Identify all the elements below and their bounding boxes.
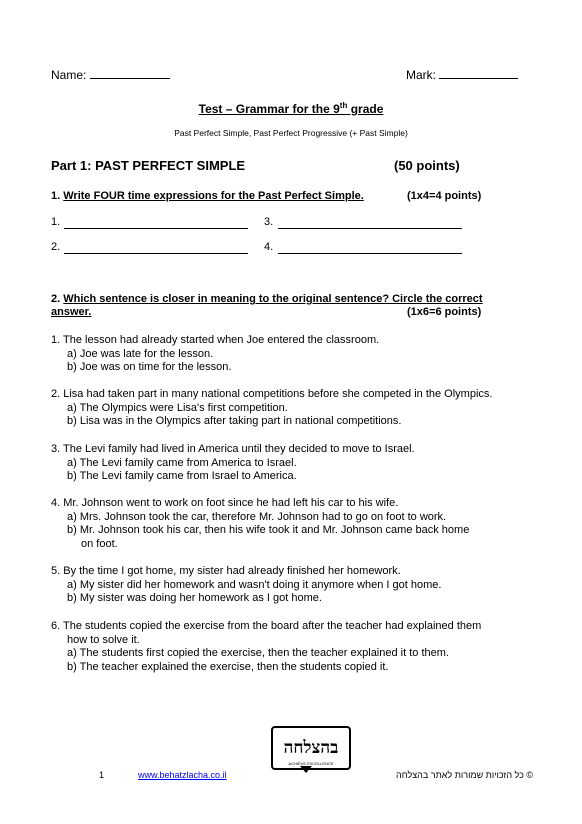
q2-option-a[interactable]: a) The Olympics were Lisa's first competition. [67, 401, 288, 414]
q2-item-4 [51, 497, 531, 551]
q2-item-6 [51, 620, 531, 674]
q2-item-stem: 6. The students copied the exercise from the board after the teacher had explained them [51, 620, 482, 632]
copyright-notice: © כל הזכויות שמורות לאתר בהצלחה [396, 770, 533, 780]
q2-item-stem: 4. Mr. Johnson went to work on foot since he had left his car to his wife. [51, 497, 399, 509]
q2-option-b[interactable]: b) Lisa was in the Olympics after taking part in national competitions. [67, 415, 402, 427]
mark-field [406, 68, 518, 82]
page-subtitle: Past Perfect Simple, Past Perfect Progressive (+ Past Simple) [174, 128, 408, 138]
q2-option-b[interactable]: b) The teacher explained the exercise, then the students copied it. [67, 660, 389, 673]
q2-item-stem-continued: how to solve it. [67, 633, 140, 646]
q2-item-5 [51, 565, 531, 606]
part1-heading: Part 1: PAST PERFECT SIMPLE [51, 158, 246, 173]
q2-option-b[interactable]: b) The Levi family came from Israel to America. [67, 470, 297, 482]
q2-option-b[interactable]: b) Joe was on time for the lesson. [67, 361, 232, 373]
q2-option-a[interactable]: a) The Levi family came from America to Israel. [67, 456, 297, 469]
q2-option-b-continued: on foot. [81, 537, 118, 550]
q2-item-1 [51, 334, 531, 375]
q2-item-3 [51, 443, 531, 484]
q1-blank-2[interactable] [64, 253, 248, 254]
logo-text: בהצלחה [283, 738, 339, 758]
q1-blank-label-3: 3. [264, 216, 274, 228]
q2-instruction: 2. Which sentence is closer in meaning to the original sentence? Circle the correct [51, 293, 483, 305]
name-label: Name: [51, 68, 87, 82]
mark-blank[interactable] [439, 68, 518, 79]
page-number: 1 [99, 770, 105, 780]
q1-points: (1x4=4 points) [407, 190, 482, 202]
q1-blank-4[interactable] [278, 253, 462, 254]
name-blank[interactable] [90, 68, 170, 79]
q1-blank-label-1: 1. [51, 216, 61, 228]
page-title: Test – Grammar for the 9th grade [198, 101, 384, 116]
q2-option-b[interactable]: b) My sister was doing her homework as I got home. [67, 592, 322, 604]
q2-instruction-line2: answer. [51, 306, 92, 318]
logo-subtext: ACHIEVE EXCELLENCE [288, 761, 334, 766]
q2-item-stem: 5. By the time I got home, my sister had already finished her homework. [51, 565, 401, 577]
q2-option-a[interactable]: a) My sister did her homework and wasn't doing it anymore when I got home. [67, 578, 442, 591]
q2-item-stem: 2. Lisa had taken part in many national competitions before she competed in the Olympics. [51, 388, 493, 400]
behatzlacha-logo [271, 726, 351, 770]
name-field [51, 68, 170, 82]
part1-points: (50 points) [394, 158, 460, 173]
q2-option-a[interactable]: a) The students first copied the exercise, then the teacher explained it to them. [67, 647, 449, 659]
q1-blank-3[interactable] [278, 228, 462, 229]
logo-pointer-icon [300, 766, 312, 773]
q2-option-a[interactable]: a) Joe was late for the lesson. [67, 347, 214, 360]
q2-item-stem: 3. The Levi family had lived in America until they decided to move to Israel. [51, 443, 415, 455]
q2-points: (1x6=6 points) [407, 306, 482, 318]
mark-label: Mark: [406, 68, 436, 82]
q2-option-a[interactable]: a) Mrs. Johnson took the car, therefore Mr. Johnson had to go on foot to work. [67, 510, 447, 523]
q2-item-2 [51, 388, 531, 429]
q1-blank-label-4: 4. [264, 241, 274, 253]
website-link[interactable]: www.behatzlacha.co.il [138, 770, 227, 780]
q1-instruction: 1. Write FOUR time expressions for the Past Perfect Simple. [51, 190, 364, 202]
q1-blank-1[interactable] [64, 228, 248, 229]
q2-item-stem: 1. The lesson had already started when Joe entered the classroom. [51, 334, 380, 346]
q1-blank-label-2: 2. [51, 241, 61, 253]
q2-option-b[interactable]: b) Mr. Johnson took his car, then his wife took it and Mr. Johnson came back home [67, 524, 470, 536]
